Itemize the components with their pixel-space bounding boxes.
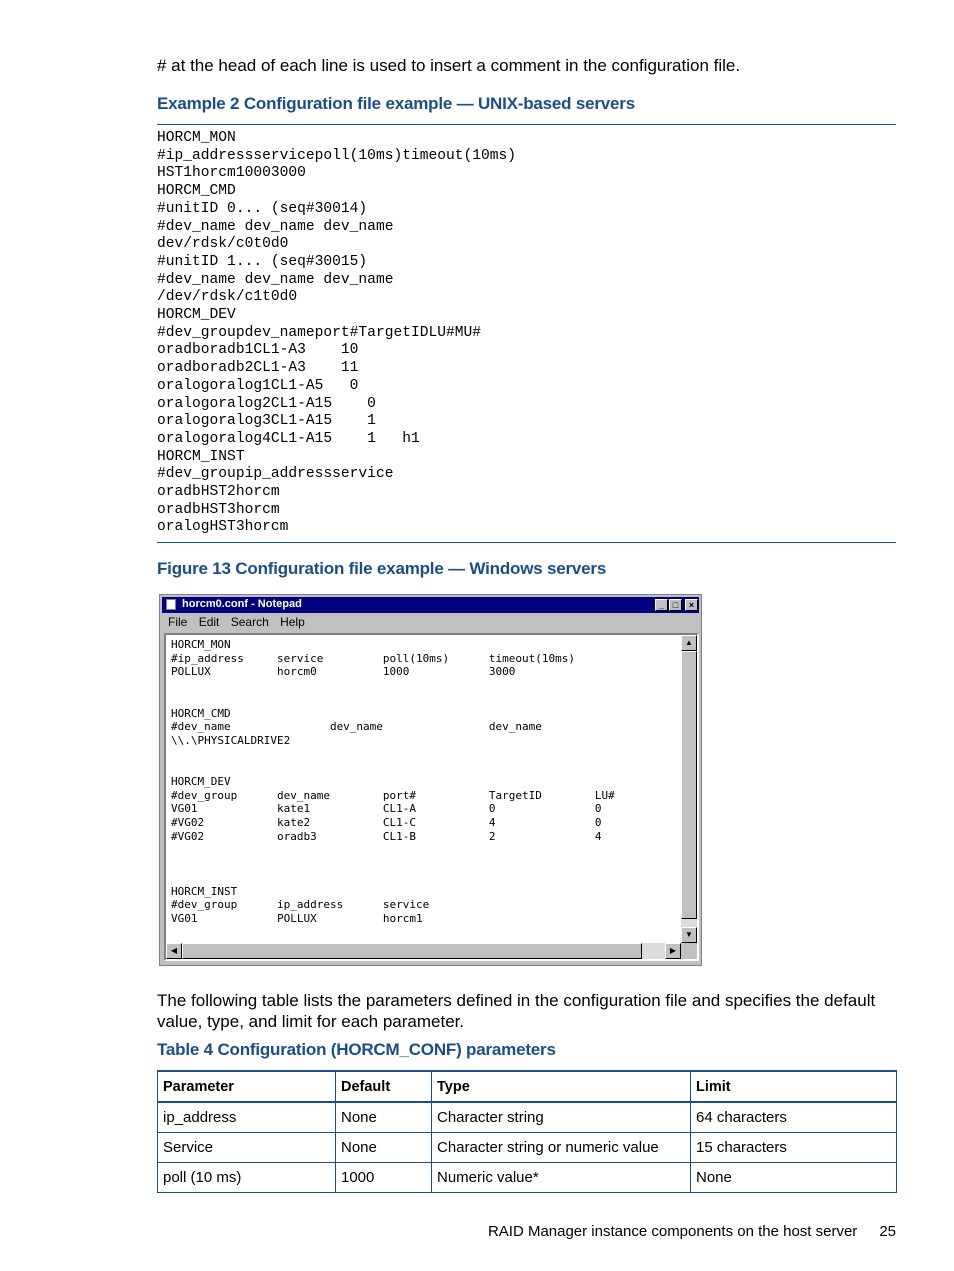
- code-line: HORCM_MON: [171, 638, 231, 651]
- code-line: HORCM_DEV: [157, 307, 236, 324]
- table-caption: Table 4 Configuration (HORCM_CONF) parameters: [157, 1040, 556, 1059]
- table-cell: None: [336, 1102, 432, 1133]
- notepad-menubar: [168, 615, 313, 629]
- close-icon[interactable]: ×: [685, 599, 698, 611]
- intro-text: # at the head of each line is used to insert a comment in the configuration file.: [157, 56, 741, 75]
- code-line: HST1horcm10003000: [157, 165, 306, 182]
- table-row: [158, 1102, 897, 1133]
- horizontal-scroll-thumb[interactable]: [182, 943, 642, 959]
- table-cell: poll (10 ms): [158, 1163, 336, 1193]
- maximize-icon[interactable]: □: [669, 599, 682, 611]
- code-line: HORCM_DEV: [171, 775, 231, 789]
- code-line: oralogoralog2CL1-A15 0: [157, 395, 376, 412]
- unix-config-code: [157, 130, 516, 537]
- code-line: #dev_group ip_address service: [171, 898, 430, 912]
- code-line: oralogoralog4CL1-A15 1 h1: [157, 430, 420, 447]
- vertical-scroll-thumb[interactable]: [681, 651, 697, 919]
- scroll-corner: [681, 943, 697, 959]
- table-cell: Service: [158, 1133, 336, 1163]
- menu-edit[interactable]: Edit: [198, 615, 220, 629]
- table-cell: Numeric value*: [432, 1163, 691, 1193]
- code-line: oralogoralog1CL1-A5 0: [157, 377, 359, 394]
- code-line: #ip_address service poll(10ms) timeout(10ms): [171, 651, 575, 665]
- code-line: oradboradb2CL1-A3 11: [157, 360, 359, 377]
- table-cell: None: [336, 1133, 432, 1163]
- code-line: POLLUX horcm0 1000 3000: [171, 665, 516, 679]
- example-bottom-rule: [157, 542, 896, 543]
- scroll-down-icon[interactable]: ▼: [681, 927, 697, 943]
- menu-file[interactable]: File: [168, 615, 188, 629]
- code-line: #dev_groupdev_nameport#TargetIDLU#MU#: [157, 324, 482, 341]
- table-cell: Character string or numeric value: [432, 1133, 691, 1163]
- code-line: #VG02 kate2 CL1-C 4 0: [171, 816, 602, 830]
- code-line: oradboradb1CL1-A3 10: [157, 342, 359, 359]
- code-line: #dev_group dev_name port# TargetID LU#: [171, 788, 615, 802]
- table-cell: 1000: [336, 1163, 432, 1193]
- code-line: #VG02 oradb3 CL1-B 2 4: [171, 829, 602, 843]
- table-cell: Character string: [432, 1102, 691, 1133]
- notepad-text-area[interactable]: [164, 633, 699, 961]
- code-line: VG01 POLLUX horcm1: [171, 912, 423, 926]
- table-cell: None: [691, 1163, 897, 1193]
- minimize-icon[interactable]: _: [655, 599, 668, 611]
- parameters-table: [157, 1070, 897, 1193]
- notepad-title: horcm0.conf - Notepad: [182, 598, 302, 610]
- horizontal-scrollbar[interactable]: [166, 943, 681, 959]
- code-line: #dev_name dev_name dev_name: [171, 720, 542, 734]
- notepad-titlebar[interactable]: [162, 597, 699, 613]
- code-line: #unitID 1... (seq#30015): [157, 253, 368, 270]
- table-intro-paragraph: The following table lists the parameters defined in the configuration file and specifies the default value, type, and limit for each parameter.: [157, 991, 876, 1031]
- vertical-scrollbar[interactable]: [681, 635, 697, 943]
- scroll-up-icon[interactable]: ▲: [681, 635, 697, 651]
- code-line: oralogHST3horcm: [157, 519, 289, 536]
- scroll-left-icon[interactable]: ◀: [166, 943, 182, 959]
- code-line: HORCM_INST: [157, 448, 245, 465]
- code-line: dev/rdsk/c0t0d0: [157, 236, 289, 253]
- scroll-right-icon[interactable]: ▶: [665, 943, 681, 959]
- notepad-content: [171, 638, 615, 926]
- figure-caption: Figure 13 Configuration file example — Windows servers: [157, 559, 607, 578]
- code-line: oradbHST3horcm: [157, 501, 280, 518]
- example-caption: Example 2 Configuration file example — UNIX-based servers: [157, 94, 635, 113]
- code-line: VG01 kate1 CL1-A 0 0: [171, 802, 602, 816]
- code-line: /dev/rdsk/c1t0d0: [157, 289, 298, 306]
- col-header-limit: Limit: [691, 1071, 897, 1102]
- table-cell: ip_address: [158, 1102, 336, 1133]
- code-line: #dev_name dev_name dev_name: [157, 271, 394, 288]
- notepad-icon: [166, 599, 176, 610]
- code-line: \\.\PHYSICALDRIVE2: [171, 733, 291, 747]
- table-row: [158, 1133, 897, 1163]
- footer-text: RAID Manager instance components on the host server: [487, 1223, 858, 1240]
- page-footer: [488, 1223, 896, 1240]
- table-header-row: [158, 1071, 897, 1102]
- code-line: oralogoralog3CL1-A15 1: [157, 413, 376, 430]
- example-top-rule: [157, 124, 896, 125]
- code-line: HORCM_MON: [157, 130, 236, 146]
- code-line: #unitID 0... (seq#30014): [157, 200, 368, 217]
- col-header-type: Type: [432, 1071, 691, 1102]
- code-line: oradbHST2horcm: [157, 484, 280, 501]
- code-line: HORCM_CMD: [171, 706, 231, 720]
- notepad-window: [159, 594, 702, 966]
- page-number: 25: [879, 1223, 896, 1240]
- col-header-default: Default: [336, 1071, 432, 1102]
- code-line: #ip_addressservicepoll(10ms)timeout(10ms): [157, 147, 517, 164]
- col-header-parameter: Parameter: [158, 1071, 336, 1102]
- menu-help[interactable]: Help: [280, 615, 305, 629]
- table-cell: 64 characters: [691, 1102, 897, 1133]
- code-line: HORCM_CMD: [157, 183, 236, 200]
- code-line: HORCM_INST: [171, 884, 238, 898]
- table-row: [158, 1163, 897, 1193]
- menu-search[interactable]: Search: [230, 615, 269, 629]
- table-cell: 15 characters: [691, 1133, 897, 1163]
- code-line: #dev_name dev_name dev_name: [157, 218, 394, 235]
- code-line: #dev_groupip_addressservice: [157, 466, 394, 483]
